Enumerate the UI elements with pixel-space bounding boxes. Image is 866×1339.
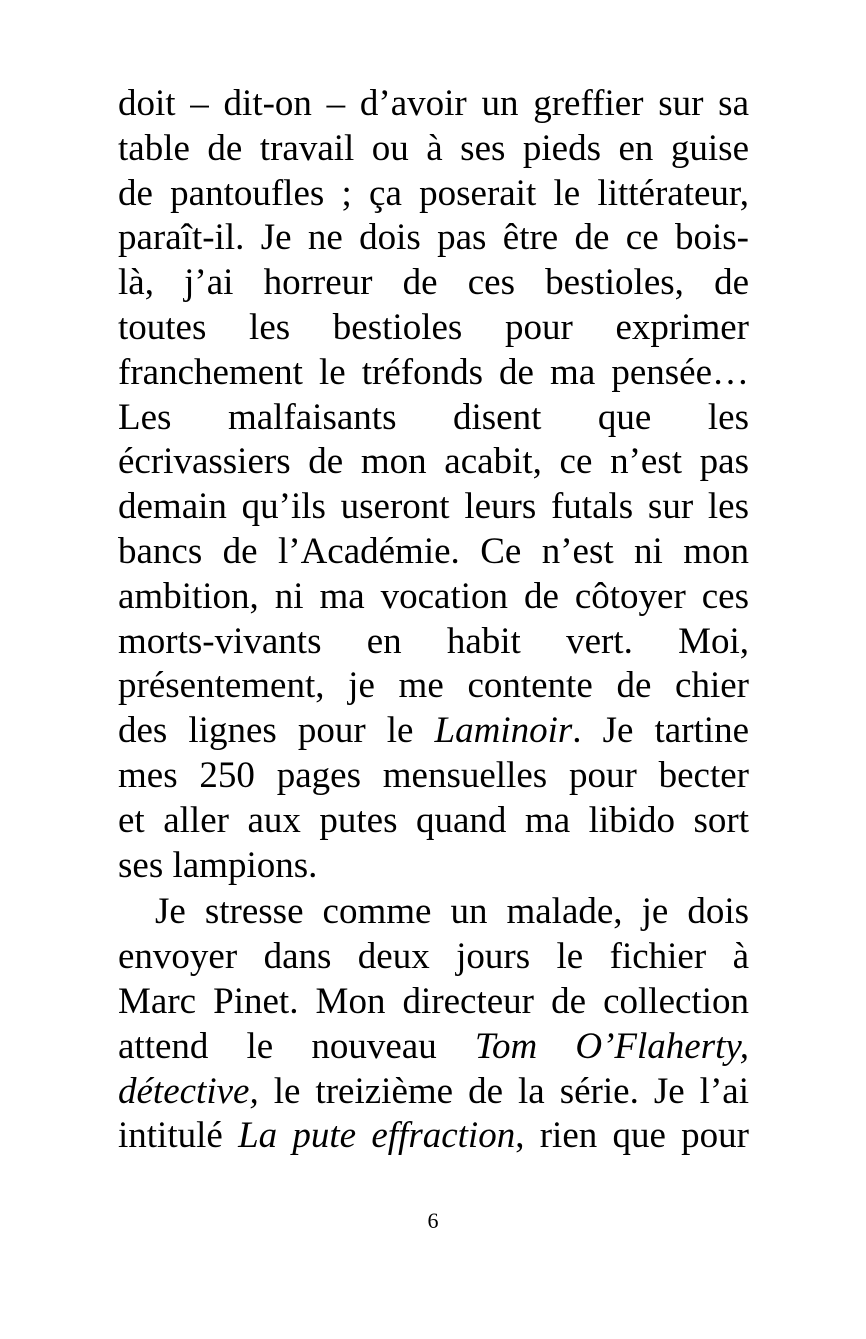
text-line [118, 980, 749, 1025]
text-segment: envoyer dans deux jours le fichier à [118, 936, 749, 978]
italic-text: La pute effraction [238, 1115, 516, 1157]
text-segment: . Je tartine [572, 710, 749, 752]
text-line [118, 664, 749, 709]
text-segment: et aller aux putes quand ma libido sort [118, 799, 749, 841]
text-line [118, 306, 749, 351]
text-segment: morts-vivants en habit vert. Moi, [118, 620, 749, 662]
italic-text: détective, [118, 1070, 259, 1112]
text-segment: toutes les bestioles pour exprimer [118, 306, 749, 348]
text-line [118, 172, 749, 217]
page-number: 6 [427, 1208, 439, 1233]
text-line [118, 216, 749, 261]
text-segment: écrivassiers de mon acabit, ce n’est pas [118, 441, 749, 483]
text-segment: Marc Pinet. Mon directeur de collection [118, 980, 749, 1022]
text-line [118, 1114, 749, 1159]
text-segment: là, j’ai horreur de ces bestioles, de [118, 262, 749, 304]
body-text [118, 82, 749, 1159]
text-segment: Je stresse comme un malade, je dois [155, 891, 749, 933]
text-segment: ses lampions. [118, 844, 318, 886]
text-line [118, 1070, 749, 1115]
text-segment: de pantoufles ; ça poserait le littérateur, [118, 172, 749, 214]
text-line [118, 261, 749, 306]
text-segment: franchement le tréfonds de ma pensée… [118, 351, 749, 393]
text-segment: intitulé [118, 1115, 239, 1157]
text-segment: Les malfaisants disent que les [118, 396, 749, 438]
text-segment: paraît-il. Je ne dois pas être de ce bois- [118, 217, 749, 259]
text-line [118, 351, 749, 396]
paragraph [118, 890, 749, 1159]
text-segment: , rien que pour [515, 1115, 749, 1157]
text-line [118, 575, 749, 620]
text-line [118, 890, 749, 935]
text-segment: bancs de l’Académie. Ce n’est ni mon [118, 530, 749, 572]
italic-text: Laminoir [434, 710, 573, 752]
paragraph [118, 82, 749, 888]
text-segment: doit – dit-on – d’avoir un greffier sur sa [118, 83, 749, 124]
text-line [118, 82, 749, 127]
text-line [118, 799, 749, 844]
text-line [118, 754, 749, 799]
text-line [118, 485, 749, 530]
text-line [118, 1025, 749, 1070]
italic-text: Tom O’Flaherty, [474, 1025, 750, 1067]
text-line [118, 396, 749, 441]
text-segment: ambition, ni ma vocation de côtoyer ces [118, 575, 749, 617]
text-segment: demain qu’ils useront leurs futals sur les [118, 486, 749, 528]
text-segment: le treizième de la série. Je l’ai [258, 1070, 749, 1112]
text-line [118, 620, 749, 665]
text-segment: des lignes pour le [118, 710, 435, 752]
text-line [118, 127, 749, 172]
text-line [118, 709, 749, 754]
text-segment: table de travail ou à ses pieds en guise [118, 127, 749, 169]
text-line [118, 844, 749, 889]
text-line [118, 530, 749, 575]
text-line [118, 440, 749, 485]
text-line [118, 935, 749, 980]
text-segment: attend le nouveau [118, 1025, 475, 1067]
text-segment: présentement, je me contente de chier [118, 665, 749, 707]
text-segment: mes 250 pages mensuelles pour becter [118, 754, 749, 796]
